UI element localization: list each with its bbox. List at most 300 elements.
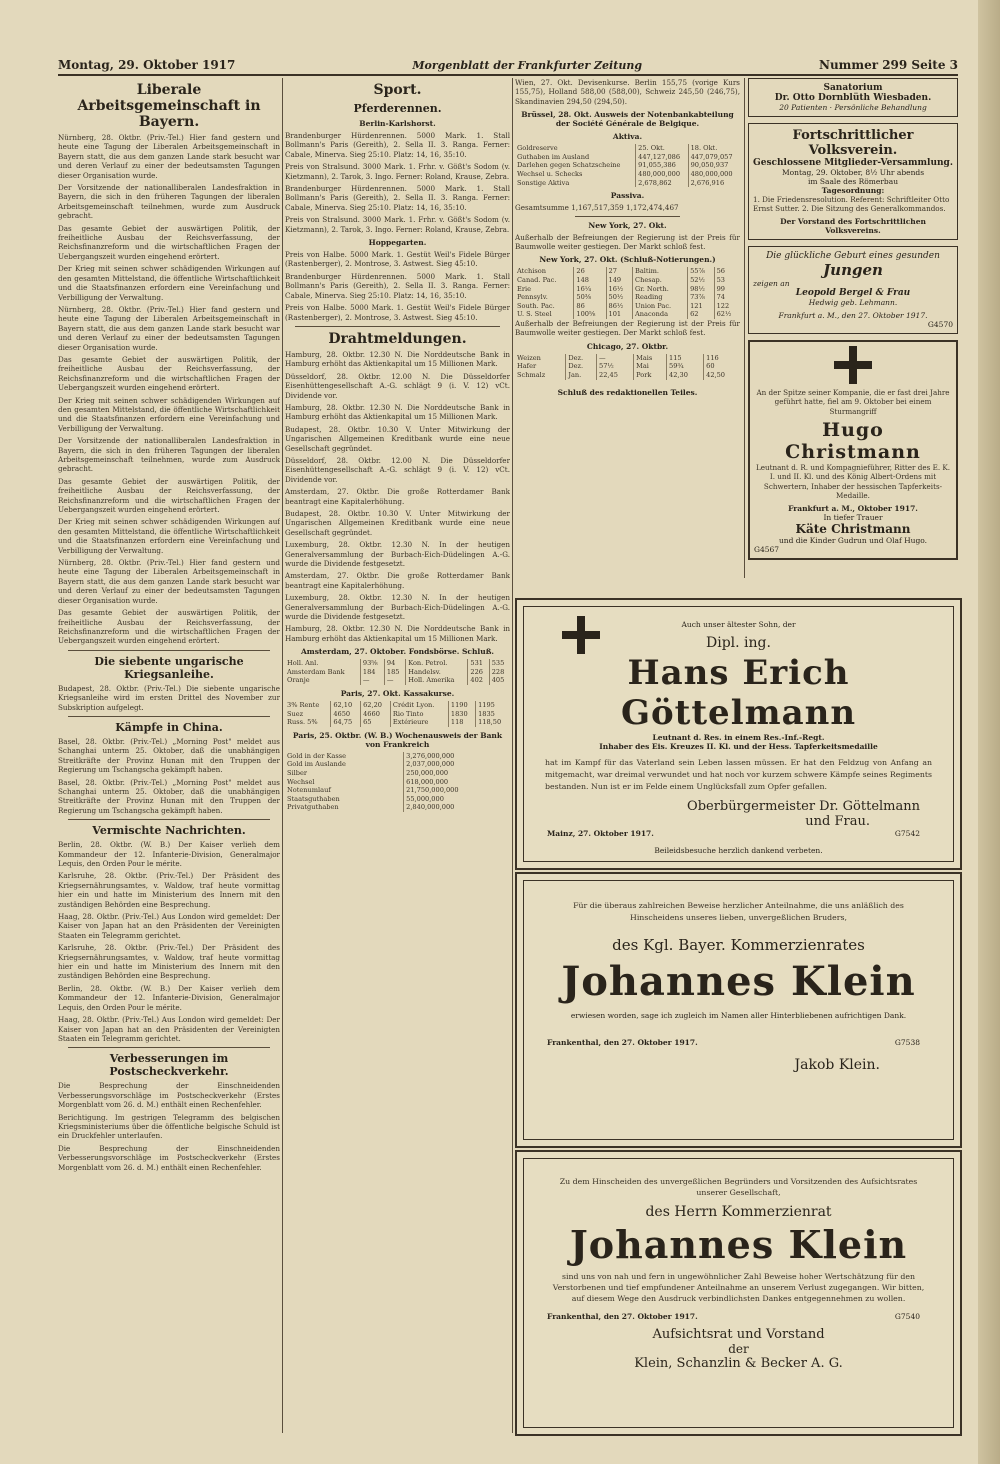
thanks-klein-company	[515, 1150, 962, 1436]
chicago-table	[515, 354, 740, 380]
table-cell: 52½	[688, 276, 715, 285]
table-cell: 50½	[606, 293, 633, 302]
table-cell: Schmalz	[515, 371, 566, 380]
table-cell: 25. Okt.	[636, 144, 688, 153]
birth-parents: Leopold Bergel & Frau	[795, 287, 911, 298]
obit-trauer: In tiefer Trauer	[823, 512, 883, 522]
divider	[295, 326, 500, 327]
ad-body: erwiesen worden, sage ich zugleich im Namen aller Hinterbliebenen aufrichtigen Dank.	[570, 1011, 907, 1020]
table-cell: 1190	[448, 701, 475, 710]
table-cell: 62½	[716, 310, 732, 319]
table-row	[515, 302, 740, 311]
article-text: Nürnberg, 28. Oktbr. (Priv.-Tel.) Hier fand gestern und heute eine Tagung der Liberalen Arbeitsgemeinschaft in Bayern statt, die aus dem ganzen Lande stark besucht war und deren Verlauf zu einer der bedeutsamsten Tagungen dieser Organisation wurde.	[58, 133, 280, 180]
ad-signer: Jakob Klein.	[794, 1057, 880, 1073]
section-subheading: New York, 27. Okt.	[588, 220, 667, 230]
table-cell: South. Pac.	[515, 302, 574, 311]
article-text: Der Vorsitzende der nationalliberalen Landesfraktion in Bayern, die sich in den früheren Tagungen der liberalen Arbeitsgemeinschaft teilnehmen, wurde zum Ausdruck gebracht.	[58, 436, 280, 474]
table-cell: 18. Okt.	[690, 144, 718, 153]
table-cell: Silber	[285, 769, 404, 778]
article-text: Berlin, 28. Oktbr. (W. B.) Der Kaiser verlieh dem Kommandeur der 12. Infanterie-Division, Generalmajor Lequis, den Orden Pour le mérite.	[58, 983, 280, 1012]
ad-signer: Aufsichtsrat und Vorstand	[652, 1327, 825, 1342]
table-row	[515, 144, 740, 153]
table-cell: 42,30	[667, 371, 704, 380]
table-row	[515, 153, 740, 162]
ad-inner-frame	[523, 880, 954, 1140]
table-cell: 65	[361, 718, 391, 727]
table-cell: 62	[688, 310, 715, 319]
article-text: Düsseldorf, 28. Oktbr. 12.00 N. Die Düsseldorfer Eisenhüttengesellschaft A.-G. schlägt 9 (i. V. 12) vCt. Dividende vor.	[285, 455, 510, 484]
table-cell: 250,000,000	[406, 769, 449, 778]
section-subheading: Brüssel, 28. Okt. Ausweis der Notenbankabteilung der Société Générale de Belgique.	[521, 110, 734, 129]
column-rule	[744, 78, 745, 578]
ad-code: G7538	[894, 1038, 920, 1047]
article-heading: Kämpfe in China.	[115, 720, 223, 734]
birth-word: Jungen	[823, 260, 883, 279]
table-cell: 27	[606, 267, 633, 276]
article-text: Düsseldorf, 28. Oktbr. 12.00 N. Die Düsseldorfer Eisenhüttengesellschaft A.-G. schlägt 9 (i. V. 12) vCt. Dividende vor.	[285, 371, 510, 400]
banque-table	[285, 752, 510, 812]
masthead	[58, 56, 958, 76]
divider	[68, 819, 270, 820]
article-text: Luxemburg, 28. Oktbr. 12.30 N. In der heutigen Generalversammlung der Burbach-Eich-Düdelingen A.-G. wurde die Dividende festgesetzt.	[285, 593, 510, 622]
table-row	[285, 710, 510, 719]
ad-signer-2: und Frau.	[805, 814, 870, 829]
table-row	[515, 179, 740, 188]
table-cell: 149	[606, 276, 633, 285]
table-cell: 73⅞	[688, 293, 715, 302]
table-cell: 21,750,000,000	[406, 786, 459, 795]
table-cell: 62,20	[361, 701, 391, 710]
ad-name: Johannes Klein	[569, 1222, 908, 1267]
ad-place: Mainz, 27. Oktober 1917.	[547, 829, 654, 838]
table-cell: Wechsel u. Schecks	[515, 170, 636, 179]
table-cell: 480,000,000	[636, 170, 688, 179]
section-heading: Sport.	[373, 82, 422, 98]
table-cell: Dez.	[566, 362, 597, 371]
obit-name: Hugo Christmann	[785, 419, 921, 464]
ad-note: Beileidsbesuche herzlich dankend verbeten.	[654, 846, 823, 855]
amsterdam-table	[285, 659, 510, 685]
table-cell: Gold in der Kasse	[285, 752, 404, 761]
table-row	[515, 362, 740, 371]
table-cell: 148	[574, 276, 606, 285]
birth-announcement	[748, 246, 958, 334]
table-cell: Staatsguthaben	[285, 795, 404, 804]
table-cell: 99	[716, 284, 725, 293]
article-text: Der Krieg mit seinen schwer schädigenden Wirkungen auf den gesamten Mittelstand, die öffentliche Wirtschaftlichkeit und die Staatsfinanzen erfordern eine Vereinfachung und Verbilligung der Verwaltung.	[58, 517, 280, 555]
table-cell: 3,276,000,000	[406, 751, 455, 760]
table-row	[515, 285, 740, 294]
article-text: Die Besprechung der Einschneidenden Verbesserungsvorschläge im Postscheckverkehr (Erstes Morgenblatt vom 26. d. M.) enthält einen Rechenfehler.	[58, 1143, 280, 1172]
thanks-klein-jakob	[515, 872, 962, 1148]
column-1	[58, 78, 280, 1433]
birth-maiden-name: Hedwig geb. Lehmann.	[808, 297, 898, 307]
table-cell: Reading	[633, 293, 688, 302]
table-cell: 116	[706, 353, 719, 362]
ad-name: Johannes Klein	[561, 958, 916, 1005]
section-subheading: Chicago, 27. Oktbr.	[586, 341, 669, 351]
table-cell: 86½	[606, 302, 633, 311]
table-cell: Baltim.	[633, 267, 688, 276]
sanatorium-ad	[748, 78, 958, 117]
table-cell: Suez	[285, 710, 331, 719]
ad-title: Fortschrittlicher Volksverein.	[792, 128, 914, 158]
brussel-table	[515, 144, 740, 187]
table-cell: 26	[574, 267, 606, 276]
table-row	[285, 769, 510, 778]
table-cell: Darlehen gegen Schatzscheine	[515, 161, 636, 170]
table-row	[515, 267, 740, 276]
article-text: Hamburg, 28. Oktbr. 12.30 N. Die Norddeutsche Bank in Hamburg erhöht das Aktienkapital um 15 Millionen Mark.	[285, 349, 510, 369]
table-cell: 50⅜	[574, 293, 606, 302]
table-cell: Gr. North.	[633, 285, 688, 294]
table-row	[285, 701, 510, 710]
birth-intro: Die glückliche Geburt eines gesunden	[766, 250, 940, 261]
ad-intro: Zu dem Hinscheiden des unvergeßlichen Begründers und Vorsitzenden des Aufsichtsrates unserer Gesellschaft,	[559, 1177, 918, 1197]
table-cell: 59¾	[667, 362, 704, 371]
table-cell: 2,678,862	[636, 179, 688, 188]
ad-place: Frankenthal, den 27. Oktober 1917.	[547, 1312, 698, 1321]
table-cell: 1830	[448, 710, 475, 719]
article-heading: Liberale Arbeitsgemeinschaft in Bayern.	[77, 82, 261, 130]
ad-title: Dipl. ing.	[706, 635, 771, 651]
table-cell: 118	[448, 718, 475, 727]
article-text: Budapest, 28. Oktbr. 10.30 V. Unter Mitwirkung der Ungarischen Allgemeinen Kreditbank wurde eine neue Gesellschaft gegründet.	[285, 424, 510, 453]
table-cell: Weizen	[515, 354, 566, 363]
article-text: Das gesamte Gebiet der auswärtigen Politik, der freiheitliche Ausbau der Reichsverfassung, der Reichsfinanzreform und die wirtschaftlichen Fragen der Uebergangszeit wurden eingehend erörtert.	[58, 608, 280, 646]
ad-intro: Auch unser ältester Sohn, der	[681, 620, 796, 629]
article-text: Karlsruhe, 28. Oktbr. (Priv.-Tel.) Der Präsident des Kriegsernährungsamtes, v. Waldow, traf heute vormittag hier ein und hatte im Ministerium des Innern mit den zuständigen Behörden eine Besprechung.	[58, 943, 280, 981]
ad-code: G7540	[894, 1312, 920, 1321]
ad-code: G4567	[754, 544, 780, 554]
obit-rank: Leutnant d. R. und Kompagnieführer, Ritter des E. K. I. und II. Kl. und des König Albert-Ordens mit Schwertern, Inhaber der hessischen Tapferkeits-Medaille.	[755, 463, 951, 501]
table-caption: Passiva.	[610, 191, 645, 201]
ad-cross-area	[562, 616, 600, 658]
article-heading: Die siebente ungarische Kriegsanleihe.	[94, 654, 244, 681]
table-cell: Erie	[515, 285, 574, 294]
table-cell: 74	[716, 293, 725, 302]
table-cell: 57½	[597, 362, 634, 371]
article-text: Die Besprechung der Einschneidenden Verbesserungsvorschläge im Postscheckverkehr (Erstes Morgenblatt vom 26. d. M.) enthält einen Rechenfehler.	[58, 1081, 280, 1110]
table-cell: 101	[606, 310, 633, 319]
article-text: Preis von Stralsund. 3000 Mark. 1. Frhr. v. Gößt's Sodom (v. Kietzmann), 2. Tarok, 3. Ingo. Ferner: Roland, Krause, Zebra.	[285, 215, 510, 234]
table-cell: 64,75	[331, 718, 361, 727]
article-heading: Vermischte Nachrichten.	[92, 824, 246, 838]
table-cell: 535	[491, 659, 505, 668]
article-text: Brandenburger Hürdenrennen. 5000 Mark. 1. Stall Bollmann's Paris (Gereith), 2. Sella II. 3. Ranga. Ferner: Cabale, Minerva. Sieg 25:10. Platz: 14, 16, 35:10.	[285, 184, 510, 212]
article-text: Preis von Halbe. 5000 Mark. 1. Gestüt Weil's Fidele Bürger (Rastenberger), 2. Montrose, 3. Astwest. Sieg 45:10.	[285, 250, 510, 269]
article-text: Haag, 28. Oktbr. (Priv.-Tel.) Aus London wird gemeldet: Der Kaiser von Japan hat an den Präsidenten der Vereinigten Staaten ein Telegramm gerichtet.	[58, 1015, 280, 1043]
ad-place: Frankenthal, den 27. Oktober 1917.	[547, 1038, 698, 1047]
table-cell: Mais	[634, 354, 667, 363]
table-cell: 226	[468, 668, 489, 677]
column-4	[748, 78, 958, 578]
ad-inner-frame	[523, 1158, 954, 1428]
table-cell: Sonstige Aktiva	[515, 179, 636, 188]
table-cell: 618,000,000	[406, 777, 449, 786]
ad-title: des Herrn Kommerzienrat	[645, 1204, 832, 1220]
ad-title: des Kgl. Bayer. Kommerzienrates	[612, 936, 865, 954]
article-heading: Verbesserungen im Postscheckverkehr.	[109, 1052, 229, 1079]
obit-place: Frankfurt a. M., Oktober 1917.	[788, 503, 918, 513]
table-row	[515, 170, 740, 179]
table-row	[285, 668, 510, 677]
ad-place: im Saale des Römerbau	[807, 177, 899, 186]
table-cell: Privatguthaben	[285, 803, 404, 812]
divider	[68, 650, 270, 651]
editorial-end-note: Schluß des redaktionellen Teiles.	[557, 387, 698, 397]
table-cell: 56	[716, 267, 725, 276]
ad-agenda: 1. Die Friedensresolution. Referent: Schriftleiter Otto Ernst Sutter. 2. Die Sitzung des Generalkommandos.	[753, 195, 950, 214]
page-edge	[978, 0, 1000, 1464]
table-cell: Handelsv.	[406, 668, 468, 677]
table-caption: Aktiva.	[612, 132, 643, 142]
table-cell: 90,050,937	[690, 161, 729, 170]
article-text: Luxemburg, 28. Oktbr. 12.30 N. In der heutigen Generalversammlung der Burbach-Eich-Düdelingen A.-G. wurde die Dividende festgesetzt.	[285, 540, 510, 569]
table-heading: Amsterdam, 27. Oktober. Fondsbörse. Schluß.	[300, 647, 495, 657]
verein-ad	[748, 123, 958, 240]
table-cell: Union Pac.	[633, 302, 688, 311]
table-cell: Atchison	[515, 267, 574, 276]
table-row	[515, 161, 740, 170]
article-text: Berichtigung. Im gestrigen Telegramm des belgischen Kriegsministeriums über die öffentliche belgische Schuld ist ein Druckfehler unterlaufen.	[58, 1112, 280, 1141]
table-cell: Guthaben im Ausland	[515, 153, 636, 162]
table-cell: 55,000,000	[406, 794, 444, 803]
column-rule	[512, 78, 513, 1433]
article-text: Hamburg, 28. Oktbr. 12.30 N. Die Norddeutsche Bank in Hamburg erhöht das Aktienkapital um 15 Millionen Mark.	[285, 402, 510, 422]
table-cell: Oranje	[285, 676, 360, 685]
ad-intro: Für die überaus zahlreichen Beweise herzlicher Anteilnahme, die uns anläßlich des Hinscheidens unseres lieben, unvergeßlichen Bruders,	[573, 901, 904, 922]
masthead-title: Morgenblatt der Frankfurter Zeitung	[412, 58, 643, 72]
table-row	[515, 276, 740, 285]
table-row	[285, 676, 510, 685]
table-cell: Mai	[634, 362, 667, 371]
table-cell: 115	[667, 354, 704, 363]
table-cell: Gold im Auslande	[285, 760, 404, 769]
table-cell: Chesap.	[633, 276, 688, 285]
table-cell: 402	[468, 676, 489, 685]
article-text: Amsterdam, 27. Oktbr. Die große Rotterdamer Bank beantragt eine Kapitalerhöhung.	[285, 571, 510, 590]
table-total: Gesamtsumme 1,167,517,359 1,172,474,467	[515, 203, 679, 213]
table-cell: Crédit Lyon.	[390, 701, 448, 710]
table-heading: Paris, 25. Oktbr. (W. B.) Wochenausweis der Bank von Frankreich	[292, 730, 503, 749]
table-cell: 1835	[478, 709, 495, 718]
table-cell: 2,676,916	[690, 178, 725, 187]
table-row	[285, 659, 510, 668]
table-cell: Canad. Pac.	[515, 276, 574, 285]
birth-place-date: Frankfurt a. M., den 27. Oktober 1917.	[778, 310, 928, 320]
ad-agenda-heading: Tagesordnung:	[821, 186, 885, 195]
table-cell: 16¼	[574, 285, 606, 294]
table-heading: Paris, 27. Okt. Kassakurse.	[340, 689, 455, 699]
table-cell: 447,079,057	[690, 152, 733, 161]
article-text: Das gesamte Gebiet der auswärtigen Politik, der freiheitliche Ausbau der Reichsverfassung, der Reichsfinanzreform und die wirtschaftlichen Fragen der Uebergangszeit wurden eingehend erörtert.	[58, 476, 280, 515]
table-cell: Jan.	[566, 371, 597, 380]
article-text: Nürnberg, 28. Oktbr. (Priv.-Tel.) Hier fand gestern und heute eine Tagung der Liberalen Arbeitsgemeinschaft in Bayern statt, die aus dem ganzen Lande stark besucht war und deren Verlauf zu einer der bedeutsamsten Tagungen dieser Organisation wurde.	[58, 558, 280, 605]
article-text: Haag, 28. Oktbr. (Priv.-Tel.) Aus London wird gemeldet: Der Kaiser von Japan hat an den Präsidenten der Vereinigten Staaten ein Telegramm gerichtet.	[58, 912, 280, 940]
section-subheading: Berlin-Karlshorst.	[359, 119, 436, 128]
table-cell: 447,127,086	[636, 153, 688, 162]
table-cell: 1195	[478, 701, 495, 710]
table-cell: 86	[574, 302, 606, 311]
table-cell: 118,50	[478, 718, 502, 727]
article-text: Budapest, 28. Oktbr. 10.30 V. Unter Mitwirkung der Ungarischen Allgemeinen Kreditbank wurde eine neue Gesellschaft gegründet.	[285, 509, 510, 537]
table-cell: 4660	[361, 710, 391, 719]
ad-company: Klein, Schanzlin & Becker A. G.	[634, 1356, 843, 1371]
ad-name: Dr. Otto Dornblüth Wiesbaden.	[774, 93, 932, 103]
table-cell: —	[360, 676, 384, 685]
table-cell: 184	[360, 668, 384, 677]
table-cell: 55⅞	[688, 267, 715, 276]
column-2	[285, 78, 510, 1433]
article-text: Nürnberg, 28. Oktbr. (Priv.-Tel.) Hier fand gestern und heute eine Tagung der Liberalen Arbeitsgemeinschaft in Bayern statt, die aus dem ganzen Lande stark besucht war und deren Verlauf zu einer der bedeutsamsten Tagungen dieser Organisation wurde.	[58, 304, 280, 352]
article-text: Karlsruhe, 28. Oktbr. (Priv.-Tel.) Der Präsident des Kriegsernährungsamtes, v. Waldow, traf heute vormittag hier ein und hatte im Ministerium des Innern mit den zuständigen Behörden eine Besprechung.	[58, 871, 280, 909]
obit-kids: und die Kinder Gudrun und Olaf Hugo.	[778, 535, 928, 545]
table-cell: 53	[716, 276, 725, 284]
article-text: Preis von Stralsund. 3000 Mark. 1. Frhr. v. Gößt's Sodom (v. Kietzmann), 2. Tarok, 3. Ingo. Ferner: Roland, Krause, Zebra.	[285, 162, 510, 181]
section-subheading: Hoppegarten.	[368, 238, 427, 248]
table-row	[515, 354, 740, 363]
section-subheading: New York, 27. Okt. (Schluß-Notierungen.)	[539, 255, 716, 265]
table-row	[285, 786, 510, 795]
obit-widow: Käte Christmann	[795, 521, 911, 536]
ad-body: hat im Kampf für das Vaterland sein Leben lassen müssen. Er hat den Feldzug von Anfang an mitgemacht, war dreimal verwundet und hat noch vor kurzem schwere Kämpfe seines Regiments bestanden. Nun ist er im Felde einem Unglücksfall zum Opfer gefallen.	[545, 758, 932, 791]
article-text: Amsterdam, 27. Oktbr. Die große Rotterdamer Bank beantragt eine Kapitalerhöhung.	[285, 487, 510, 506]
table-row	[515, 310, 740, 319]
article-text: Der Krieg mit seinen schwer schädigenden Wirkungen auf den gesamten Mittelstand, die öffentliche Wirtschaftlichkeit und die Staatsfinanzen erfordern eine Vereinfachung und Verbilligung der Verwaltung.	[58, 395, 280, 433]
table-cell: Holl. Anl.	[285, 659, 360, 668]
divider	[68, 716, 270, 717]
table-row	[285, 752, 510, 761]
ad-body: sind uns von nah und fern in ungewöhnlicher Zahl Beweise hoher Wertschätzung für den Verstorbenen und tief empfundener Anteilnahme an unserem Verlust zugegangen. Wir bitten, auf diesem Wege den Ausdruck verbindlichsten Dankes entgegennehmen zu wollen.	[552, 1272, 925, 1303]
table-cell: Amsterdam Bank	[285, 668, 360, 677]
ad-orders: Inhaber des Eis. Kreuzes II. Kl. und der Hess. Tapferkeitsmedaille	[599, 742, 878, 751]
divider	[68, 1047, 270, 1048]
table-row	[285, 778, 510, 787]
table-cell: Kon. Petrol.	[406, 659, 468, 668]
article-text: Der Vorsitzende der nationalliberalen Landesfraktion in Bayern, die sich in den früheren Tagungen der liberalen Arbeitsgemeinschaft teilnehmen, wurde zum Ausdruck gebracht.	[58, 183, 280, 221]
table-cell: 100⅝	[574, 310, 606, 319]
table-cell: 60	[706, 362, 715, 371]
table-cell: 228	[491, 667, 505, 676]
article-text: Budapest, 28. Oktbr. (Priv.-Tel.) Die siebente ungarische Kriegsanleihe wird im ersten Drittel des November zur Subskription aufgelegt.	[58, 683, 280, 712]
table-cell: Dez.	[566, 354, 597, 363]
table-cell: Rio Tinto	[390, 710, 448, 719]
article-text: Der Krieg mit seinen schwer schädigenden Wirkungen auf den gesamten Mittelstand, die öffentliche Wirtschaftlichkeit und die Staatsfinanzen erfordern eine Vereinfachung und Verbilligung der Verwaltung.	[58, 264, 280, 302]
birth-zeigen: zeigen an	[753, 278, 790, 288]
article-text: Hamburg, 28. Oktbr. 12.30 N. Die Norddeutsche Bank in Hamburg erhöht das Aktienkapital um 15 Millionen Mark.	[285, 624, 510, 643]
table-cell: Notenumlauf	[285, 786, 404, 795]
article-text: Basel, 28. Oktbr. (Priv.-Tel.) „Morning Post" meldet aus Schanghai unterm 25. Oktober, daß die unabhängigen Streitkräfte der Provinz Hunan mit den Truppen der Regierung um Tschangscha gekämpft haben.	[58, 777, 280, 815]
ad-code: G7542	[894, 829, 920, 838]
table-cell: 22,45	[597, 371, 634, 380]
table-cell: —	[597, 354, 634, 363]
iron-cross-icon	[834, 346, 872, 384]
ad-rank: Leutnant d. Res. in einem Res.-Inf.-Regt.	[652, 733, 825, 742]
table-cell: 531	[468, 659, 489, 668]
table-row	[285, 795, 510, 804]
table-cell: Extérieure	[390, 718, 448, 727]
ad-subtitle: 20 Patienten · Persönliche Behandlung	[779, 103, 927, 112]
table-cell: 3% Rente	[285, 701, 331, 710]
obituary-christmann	[748, 340, 958, 560]
table-cell: Holl. Amerika	[406, 676, 468, 685]
article-text: Preis von Halbe. 5000 Mark. 1. Gestüt Weil's Fidele Bürger (Rastenberger), 2. Montrose, 3. Astwest. Sieg 45:10.	[285, 303, 510, 322]
table-cell: Pennsylv.	[515, 293, 574, 302]
masthead-date: Montag, 29. Oktober 1917	[58, 58, 236, 72]
article-text: Berlin, 28. Oktbr. (W. B.) Der Kaiser verlieh dem Kommandeur der 12. Infanterie-Division, Generalmajor Lequis, den Orden Pour le mérite.	[58, 840, 280, 868]
ad-subtitle: Geschlossene Mitglieder-Versammlung.	[753, 158, 953, 168]
obit-intro: An der Spitze seiner Kompanie, die er fast drei Jahre geführt hatte, fiel am 9. Oktober bei einem Sturmangriff	[756, 387, 950, 416]
section-heading: Drahtmeldungen.	[328, 330, 467, 347]
table-cell: 185	[384, 668, 405, 677]
table-cell: —	[384, 676, 405, 685]
ad-signer-2: der	[728, 1342, 749, 1356]
table-cell: Anaconda	[633, 310, 688, 319]
table-cell: 16½	[606, 285, 633, 294]
article-text: Brandenburger Hürdenrennen. 5000 Mark. 1. Stall Bollmann's Paris (Gereith), 2. Sella II. 3. Ranga. Ferner: Cabale, Minerva. Sieg 25:10. Platz: 14, 16, 35:10.	[285, 131, 510, 159]
article-text: Brandenburger Hürdenrennen. 5000 Mark. 1. Stall Bollmann's Paris (Gereith), 2. Sella II. 3. Ranga. Ferner: Cabale, Minerva. Sieg 25:10. Platz: 14, 16, 35:10.	[285, 271, 510, 300]
table-cell: Wechsel	[285, 778, 404, 787]
table-cell: 42,50	[706, 370, 726, 379]
ad-signer: Oberbürgermeister Dr. Göttelmann	[687, 799, 920, 814]
table-cell: 93⅝	[360, 659, 384, 668]
table-row	[285, 803, 510, 812]
table-cell: Pork	[634, 371, 667, 380]
table-row	[515, 371, 740, 380]
article-text: Das gesamte Gebiet der auswärtigen Politik, der freiheitliche Ausbau der Reichsverfassung, der Reichsfinanzreform und die wirtschaftlichen Fragen der Uebergangszeit wurden eingehend erörtert.	[58, 223, 280, 261]
ad-date: Montag, 29. Oktober, 8½ Uhr abends	[781, 168, 925, 177]
column-rule	[282, 78, 283, 1433]
table-row	[515, 293, 740, 302]
table-cell: 2,037,000,000	[406, 760, 455, 769]
table-row	[285, 718, 510, 727]
table-cell: 98½	[688, 285, 715, 294]
column-3	[515, 78, 740, 578]
article-text: Außerhalb der Befreiungen der Regierung ist der Preis für Baumwolle weiter gestiegen. Der Markt schloß fest.	[515, 318, 740, 338]
table-cell: 4650	[331, 710, 361, 719]
masthead-page-number: Nummer 299 Seite 3	[818, 58, 958, 72]
table-cell: 2,840,000,000	[406, 803, 455, 812]
table-cell: 62,10	[331, 701, 361, 710]
table-cell: 122	[716, 301, 730, 310]
ad-title: Sanatorium	[823, 83, 883, 93]
table-cell: U. S. Steel	[515, 310, 574, 319]
table-row	[285, 760, 510, 769]
ad-footer: Der Vorstand des Fortschrittlichen Volksvereins.	[780, 216, 926, 235]
ad-code: G4570	[927, 319, 953, 329]
article-text: Wien, 27. Okt. Devisenkurse. Berlin 155,75 (vorige Kurs 155,75), Holland 588,00 (588,00), Schweiz 245,50 (246,75), Skandinavien 294,50 (294,50).	[515, 78, 740, 106]
table-cell: 94	[384, 659, 405, 668]
table-cell: 405	[491, 676, 505, 685]
table-cell: 121	[688, 302, 715, 311]
table-cell: 91,055,386	[636, 161, 688, 170]
article-text: Basel, 28. Oktbr. (Priv.-Tel.) „Morning Post" meldet aus Schanghai unterm 25. Oktober, daß die unabhängigen Streitkräfte der Provinz Hunan mit den Truppen der Regierung um Tschangscha gekämpft haben.	[58, 736, 280, 775]
article-text: Außerhalb der Befreiungen der Regierung ist der Preis für Baumwolle weiter gestiegen. Der Markt schloß fest.	[515, 232, 740, 251]
section-subheading: Pferderennen.	[353, 102, 442, 115]
table-cell: 480,000,000	[690, 170, 733, 178]
ny-table	[515, 267, 740, 319]
iron-cross-icon	[562, 616, 600, 654]
divider	[575, 216, 680, 217]
table-cell: Goldreserve	[515, 144, 636, 153]
table-cell: Russ. 5%	[285, 718, 331, 727]
paris-table	[285, 701, 510, 727]
table-cell: Hafer	[515, 362, 566, 371]
obituary-goettelmann	[515, 598, 962, 870]
article-text: Das gesamte Gebiet der auswärtigen Politik, der freiheitliche Ausbau der Reichsverfassung, der Reichsfinanzreform und die wirtschaftlichen Fragen der Uebergangszeit wurden eingehend erörtert.	[58, 354, 280, 393]
ad-name: Hans Erich Göttelmann	[620, 653, 857, 733]
